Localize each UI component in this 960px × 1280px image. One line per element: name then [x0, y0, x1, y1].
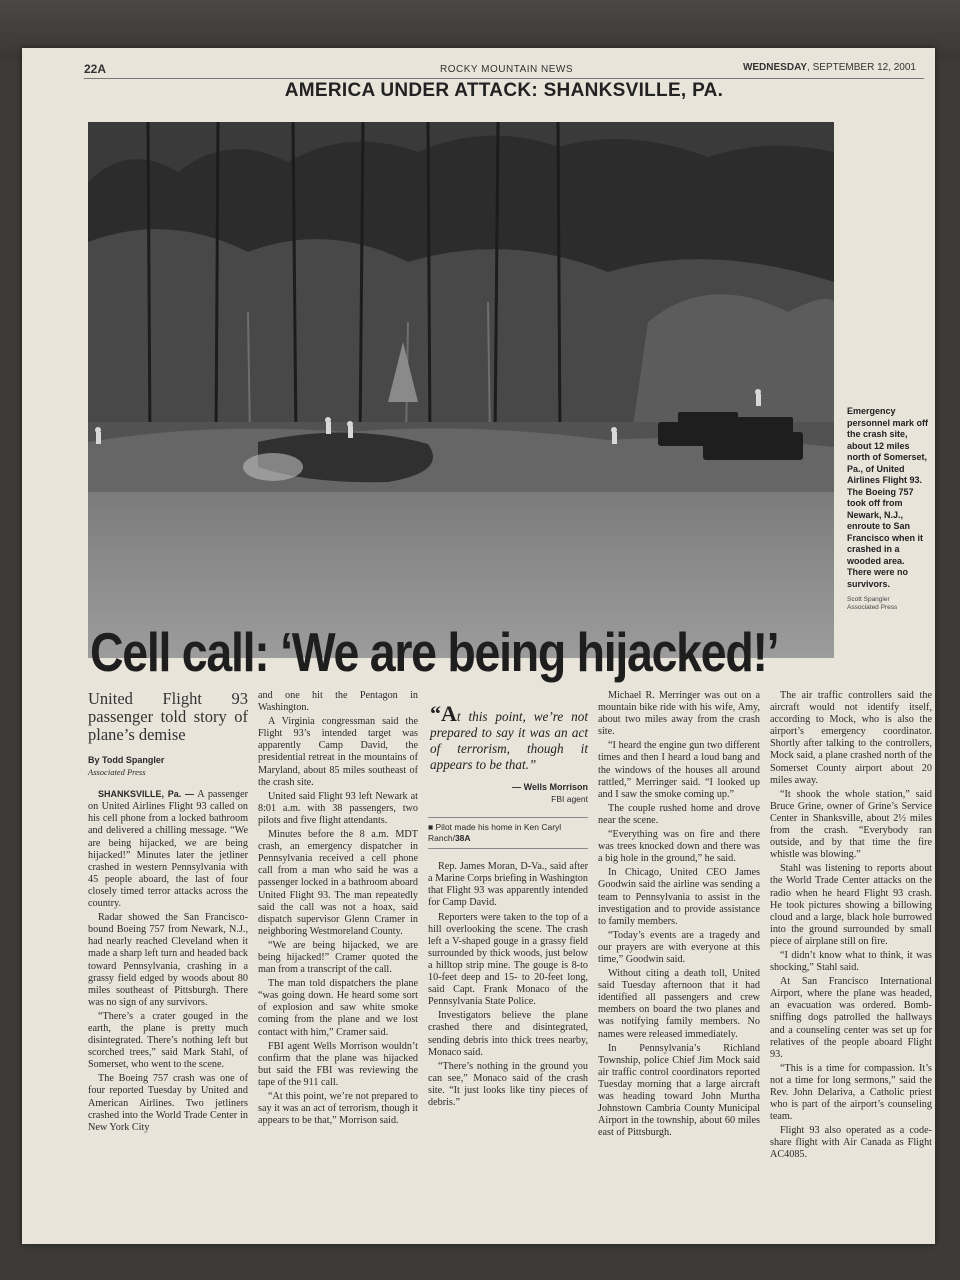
pull-quote-open: “A — [430, 701, 457, 726]
related-story-reference[interactable] — [428, 817, 588, 849]
pull-quote-body: t this point, we’re not prepared to say it was an act of terrorism, though it appears to be that.” — [430, 709, 588, 772]
article-paragraph: “We are being hijacked, we are being hijacked!” Cramer quoted the man from a transcript of the call. — [258, 939, 418, 976]
article-column-3 — [428, 690, 588, 1111]
article-paragraph: In Pennsylvania’s Richland Township, police Chief Jim Mock said air traffic control coordinators reported Tuesday morning that a large aircraft was heading toward John Murtha Johnstown Cambria County Municipal Airport in the township, about 60 miles east of Pittsburgh. — [598, 1042, 760, 1139]
article-paragraph: In Chicago, United CEO James Goodwin said the airline was sending a team to Pennsylvania to assist in the investigation and to provide assistance to family members. — [598, 867, 760, 927]
photo-credit — [847, 596, 929, 612]
article-paragraph: Radar showed the San Francisco-bound Boeing 757 from Newark, N.J., had nearly reached Cleveland when it made a sharp left turn and headed back toward Pennsylvania, crashing in a grassy field edged by woods about 80 miles southeast of Pittsburgh. There was no sign of any survivors. — [88, 912, 248, 1008]
pull-quote-role: FBI agent — [551, 794, 588, 805]
article-paragraph: The Boeing 757 crash was one of four reported Tuesday by United and American Airlines. Two jetliners crashed into the World Trade Center in New York City — [88, 1073, 248, 1133]
article-paragraph: “It shook the whole station,” said Bruce Grine, owner of Grine’s Service Center in Shanksville, about 2½ miles from the crash. “Everybody ran outside, and by that time the fire whistle was blowing.” — [770, 788, 932, 861]
dateline: SHANKSVILLE, Pa. — — [98, 789, 195, 800]
pull-quote-attribution: — Wells Morrison — [512, 782, 588, 792]
article-paragraph — [88, 788, 248, 910]
issue-date-text: SEPTEMBER 12, 2001 — [812, 62, 916, 73]
paragraph-text: A passenger on United Airlines Flight 93 called on his cell phone from a locked bathroom and delivered a chilling message. “We are being hijacked, we are being hijacked!” Minutes later the jetliner crashed in western Pennsylvania with 45 people aboard, the last of four closely timed terror attacks across the country. — [88, 789, 249, 910]
pull-quote — [430, 701, 588, 805]
subheadline: United Flight 93 passenger told story of plane’s demise — [88, 689, 248, 744]
publication-name: ROCKY MOUNTAIN NEWS — [440, 64, 574, 75]
article-paragraph: “I didn’t know what to think, it was shocking,” Stahl said. — [770, 949, 932, 974]
article-paragraph: Stahl was listening to reports about the World Trade Center attacks on the radio when he heard Flight 93 crash. He took pictures showing a billowing cloud and a large, black hole burrowed into the ground surrounded by small piece of airplane still on fire. — [770, 863, 932, 947]
article-paragraph: and one hit the Pentagon in Washington. — [258, 690, 418, 714]
article-paragraph: Minutes before the 8 a.m. MDT crash, an emergency dispatcher in Pennsylvania received a cell phone call from a man who said he was a passenger locked in a bathroom aboard United Flight 93. The man repeatedly said the call was not a hoax, said dispatch supervisor Glenn Cramer in neighboring Westmoreland County. — [258, 829, 418, 937]
article-paragraph: At San Francisco International Airport, where the plane was headed, an evacuation was ordered. Bomb-sniffing dogs patrolled the hallways and a counseling center was set up for relatives of the people aboard Flight 93. — [770, 976, 932, 1060]
article-paragraph: The man told dispatchers the plane “was going down. He heard some sort of explosion and saw white smoke coming from the plane and we lost contact with him,” Cramer said. — [258, 978, 418, 1038]
issue-date: WEDNESDAY, SEPTEMBER 12, 2001 — [742, 62, 916, 73]
article-paragraph: Reporters were taken to the top of a hill overlooking the scene. The crash left a V-shaped gouge in a grassy field surrounded by thick woods, just below a hilltop strip mine. The gouge is 8-to 10-feet deep and 15- to 20-feet long, said Capt. Frank Monaco of the Pennsylvania State Police. — [428, 911, 588, 1008]
article-paragraph: “There’s a crater gouged in the earth, the plane is pretty much disintegrated. There’s nothing left but scorched trees,” said Mark Stahl, of Somerset, who went to the scene. — [88, 1010, 248, 1071]
newspaper-page — [22, 48, 935, 1244]
article-column-2 — [258, 690, 418, 1129]
article-paragraph: Rep. James Moran, D-Va., said after a Marine Corps briefing in Washington that Flight 93 was apparently intended for Camp David. — [428, 861, 588, 909]
article-column-5 — [770, 690, 932, 1164]
article-paragraph: “Today’s events are a tragedy and our prayers are with everyone at this time,” Goodwin said. — [598, 929, 760, 965]
article-paragraph: Without citing a death toll, United said Tuesday afternoon that it had identified all passengers and crew members on board the two planes and was notifying family members. No names were released immediately. — [598, 968, 760, 1040]
section-title: AMERICA UNDER ATTACK: SHANKSVILLE, PA. — [284, 80, 724, 101]
article-paragraph: Investigators believe the plane crashed there and disintegrated, sending debris into thick trees nearby, Monaco said. — [428, 1010, 588, 1058]
page-header — [84, 56, 924, 79]
article-paragraph: “Everything was on fire and there was trees knocked down and there was a big hole in the ground,” he said. — [598, 829, 760, 865]
crash-site-photo-image — [88, 122, 834, 658]
page-number: 22A — [84, 62, 107, 76]
article-paragraph: “There’s nothing in the ground you can see,” Monaco said of the crash site. “It just looks like tiny pieces of debris.” — [428, 1060, 588, 1108]
article-paragraph: Flight 93 also operated as a code-share flight with Air Canada as Flight AC4085. — [770, 1125, 932, 1161]
article-paragraph: “At this point, we’re not prepared to say it was an act of terrorism, though it appears to be that,” Morrison said. — [258, 1091, 418, 1127]
article-paragraph: The air traffic controllers said the aircraft would not identify itself, according to Mock, who is also the airport’s emergency coordinator. Shortly after talking to the controllers, Mock said, a plane crashed north of the Somerset County airport about 20 miles away. — [770, 690, 932, 786]
article-paragraph: United said Flight 93 left Newark at 8:01 a.m. with 38 passengers, two pilots and five flight attendants. — [258, 790, 418, 826]
article-paragraph: “I heard the engine gun two different times and then I heard a loud bang and the windows of the houses all around rattled,” Merringer said. “I looked up and I saw the smoke coming up.” — [598, 740, 760, 800]
byline: By Todd Spangler — [88, 755, 165, 765]
pull-quote-text — [430, 701, 588, 773]
article-column-1 — [88, 690, 248, 1136]
related-story-page: 38A — [454, 833, 471, 844]
photo-credit-name: Scott Spangler — [847, 596, 890, 603]
photo-caption: Emergency personnel mark off the crash site, about 12 miles north of Somerset, Pa., of United Airlines Flight 93. The Boeing 757 took off from Newark, N.J., enroute to San Francisco when it crashed in a wooded area. There were no survivors. — [847, 406, 929, 589]
headline: Cell call: ‘We are being hijacked!’ — [90, 621, 779, 683]
article-paragraph: Michael R. Merringer was out on a mountain bike ride with his wife, Amy, about two miles away from the crash site. — [598, 690, 760, 738]
related-story-text: ■ Pilot made his home in Ken Caryl Ranch/ — [428, 822, 562, 844]
article-column-4 — [598, 690, 760, 1141]
photo-credit-org: Associated Press — [847, 604, 898, 611]
article-paragraph: A Virginia congressman said the Flight 93’s intended target was apparently Camp David, the presidential retreat in the mountains of Maryland, about 85 miles southeast of the crash site. — [258, 716, 418, 788]
byline-organization: Associated Press — [88, 767, 146, 778]
crash-site-photo — [88, 122, 834, 658]
article-paragraph: “This is a time for compassion. It’s not a time for long sermons,” said the Rev. John Delariva, a Catholic priest who is part of the airport’s counseling team. — [770, 1062, 932, 1123]
article-paragraph: The couple rushed home and drove near the scene. — [598, 802, 760, 826]
article-paragraph: FBI agent Wells Morrison wouldn’t confirm that the plane was hijacked but said the FBI was reviewing the tape of the 911 call. — [258, 1040, 418, 1088]
issue-day: WEDNESDAY — [742, 62, 808, 73]
